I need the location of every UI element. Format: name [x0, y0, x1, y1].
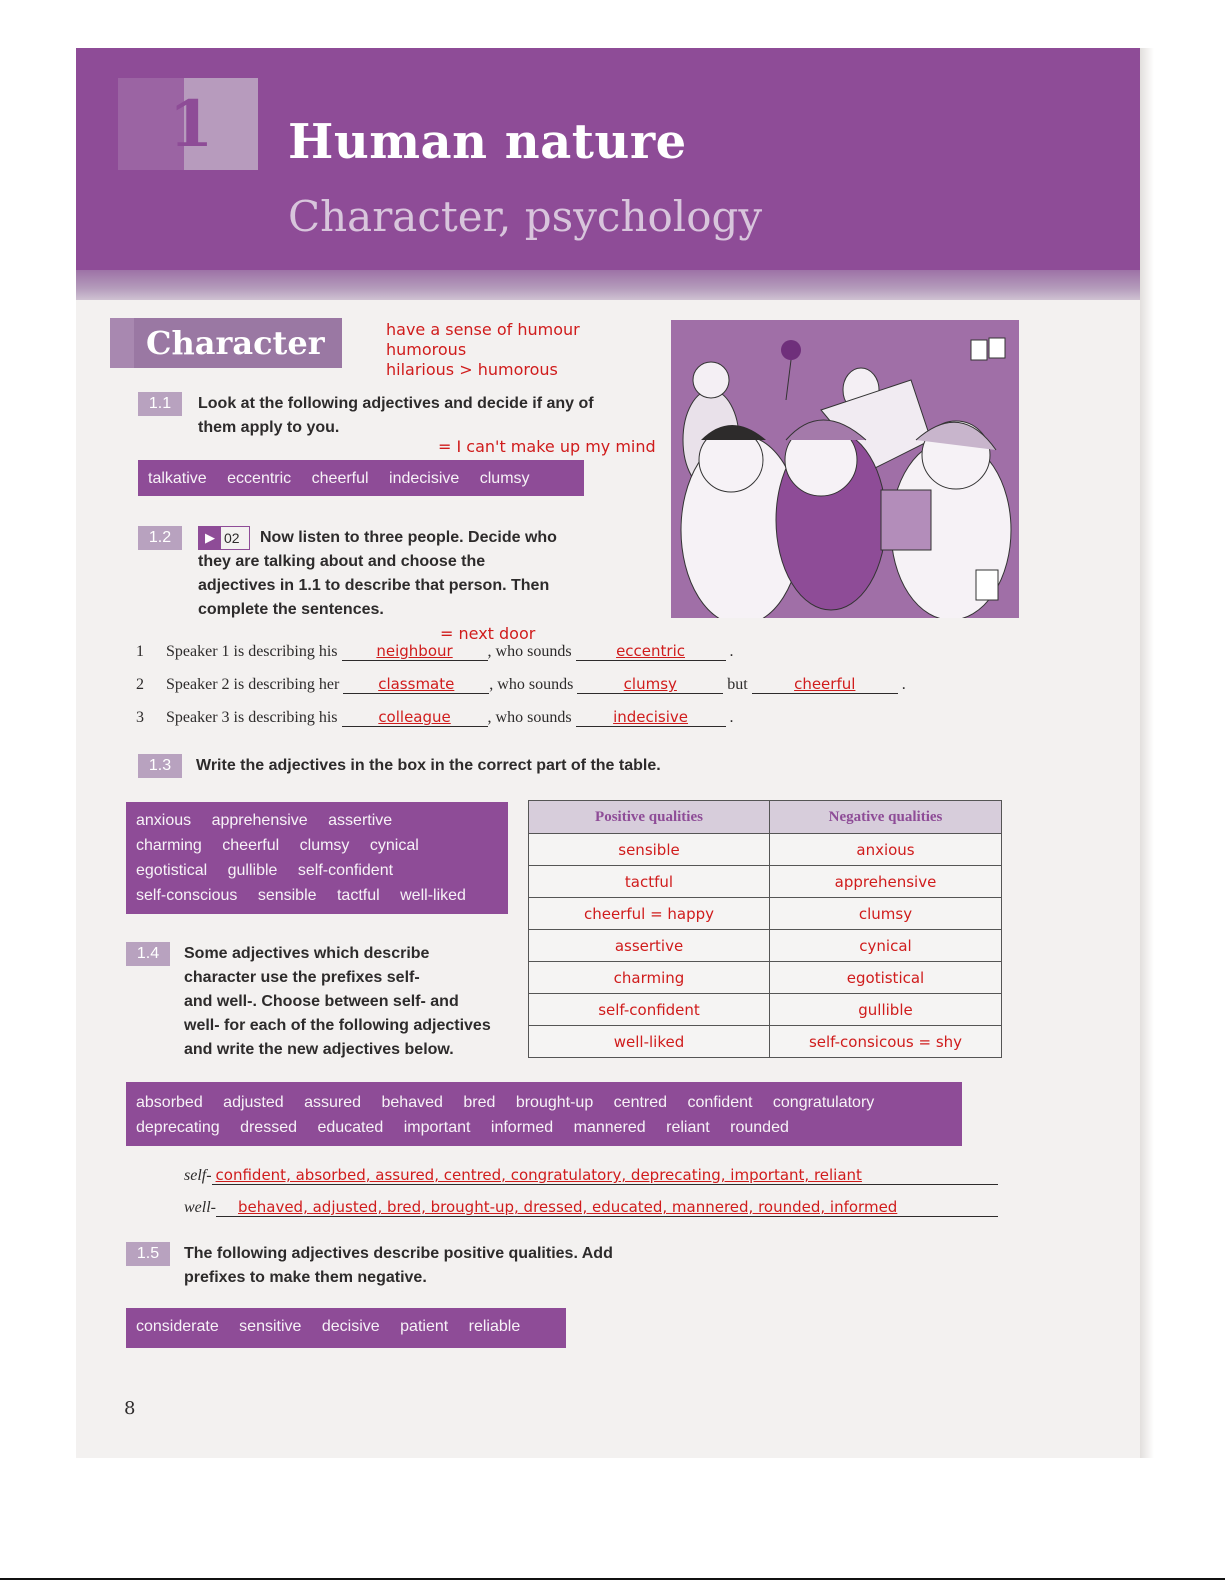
table-cell[interactable]: anxious [770, 834, 1002, 866]
word-item: self-conscious [136, 887, 238, 904]
sentence-2 [136, 675, 906, 694]
word-item: mannered [573, 1119, 646, 1136]
banner-strip [76, 270, 1140, 300]
word-item: clumsy [479, 470, 530, 487]
word-item: rounded [730, 1119, 789, 1136]
table-cell[interactable]: cynical [770, 930, 1002, 962]
word-item: apprehensive [211, 812, 308, 829]
table-cell[interactable]: sensible [529, 834, 770, 866]
word-line [136, 883, 498, 908]
annotation-humour-1: have a sense of humour [386, 320, 580, 339]
column-header-negative: Negative qualities [770, 801, 1002, 834]
party-illustration [671, 320, 1019, 618]
word-line [136, 1090, 952, 1115]
well-prefix-label: well- [184, 1199, 216, 1216]
exercise-1-3-instruction: Write the adjectives in the box in the correct part of the table. [196, 757, 661, 774]
word-item: decisive [321, 1318, 380, 1335]
sentence-text: Speaker 3 is describing his [166, 709, 338, 726]
instruction-line: and write the new adjectives below. [184, 1041, 454, 1058]
word-item: brought-up [515, 1094, 594, 1111]
table-cell[interactable]: apprehensive [770, 866, 1002, 898]
word-item: confident [687, 1094, 753, 1111]
word-line [136, 808, 498, 833]
word-item: behaved [381, 1094, 443, 1111]
section-heading [134, 318, 342, 368]
annotation-neighbour: = next door [440, 624, 536, 643]
word-item: congratulatory [772, 1094, 875, 1111]
table-header-row [529, 801, 1002, 834]
word-item: well-liked [400, 887, 466, 904]
table-row [529, 962, 1002, 994]
exercise-1-2-instruction: Now listen to three people. Decide who they are talking about and choose the adjectives in 1.1 to describe that person. Then complete the sentences. [198, 529, 557, 618]
word-item: centred [613, 1094, 668, 1111]
instruction-line: and well-. Choose between self- and [184, 993, 459, 1010]
sentence-number: 2 [136, 676, 144, 693]
sentence-end: . [901, 676, 906, 693]
table-cell[interactable]: assertive [529, 930, 770, 962]
word-item: gullible [227, 862, 278, 879]
word-box-1-3 [126, 802, 508, 914]
word-item: sensible [257, 887, 317, 904]
word-item: cheerful [311, 470, 369, 487]
answer-blank[interactable]: colleague [342, 708, 488, 727]
table-cell[interactable]: charming [529, 962, 770, 994]
word-line [136, 833, 498, 858]
exercise-tag-1-4: 1.4 [126, 942, 170, 966]
qualities-table [528, 800, 1002, 1058]
sentence-number: 1 [136, 643, 144, 660]
annotation-indecisive: = I can't make up my mind [438, 437, 656, 456]
answer-blank[interactable]: indecisive [576, 708, 726, 727]
answer-blank[interactable]: eccentric [576, 642, 726, 661]
word-item: assertive [328, 812, 393, 829]
page-number: 8 [124, 1398, 136, 1419]
section-title: Character [146, 324, 325, 362]
sentence-text: , who sounds [489, 676, 574, 693]
annotation-humour-3: hilarious > humorous [386, 360, 558, 379]
unit-number: 1 [168, 86, 214, 162]
sentence-text: , who sounds [487, 709, 572, 726]
exercise-1-5-instruction: The following adjectives describe positive qualities. Add prefixes to make them negative. [184, 1245, 613, 1286]
track-number: 02 [224, 530, 240, 546]
table-cell[interactable]: cheerful = happy [529, 898, 770, 930]
instruction-line: Some adjectives which describe [184, 945, 430, 962]
word-item: educated [317, 1119, 384, 1136]
word-box-1-4 [126, 1082, 962, 1146]
word-item: cheerful [222, 837, 280, 854]
word-item: reliant [666, 1119, 710, 1136]
table-row [529, 834, 1002, 866]
exercise-tag-1-3: 1.3 [138, 754, 182, 778]
sentence-text: Speaker 2 is describing her [166, 676, 340, 693]
word-item: charming [136, 837, 202, 854]
word-box-1-1 [138, 460, 584, 496]
sentence-3 [136, 708, 734, 727]
answer-blank[interactable]: cheerful [752, 675, 898, 694]
word-item: anxious [136, 812, 192, 829]
word-item: egotistical [136, 862, 208, 879]
table-row [529, 866, 1002, 898]
word-item: reliable [468, 1318, 521, 1335]
answer-blank[interactable]: clumsy [577, 675, 723, 694]
word-item: cynical [369, 837, 419, 854]
exercise-1-4-instruction [184, 942, 524, 1062]
footer-rule [0, 1578, 1225, 1580]
word-item: informed [490, 1119, 554, 1136]
exercise-1-1-instruction: Look at the following adjectives and decide if any of them apply to you. [198, 395, 594, 436]
exercise-tag-1-1: 1.1 [138, 392, 182, 416]
word-box-1-5 [126, 1308, 566, 1348]
table-row [529, 1026, 1002, 1058]
word-item: deprecating [136, 1119, 220, 1136]
sentence-end: . [729, 709, 734, 726]
annotation-humour-2: humorous [386, 340, 467, 359]
word-item: considerate [136, 1318, 219, 1335]
word-item: important [403, 1119, 471, 1136]
self-prefix-label: self- [184, 1167, 212, 1184]
table-cell[interactable]: gullible [770, 994, 1002, 1026]
table-row [529, 898, 1002, 930]
page-edge-shadow [1140, 48, 1154, 1458]
table-cell[interactable]: egotistical [770, 962, 1002, 994]
table-cell[interactable]: well-liked [529, 1026, 770, 1058]
word-item: eccentric [227, 470, 292, 487]
table-cell[interactable]: self-confident [529, 994, 770, 1026]
word-line [136, 1115, 952, 1140]
word-item: adjusted [223, 1094, 284, 1111]
word-item: clumsy [299, 837, 350, 854]
word-item: self-confident [297, 862, 394, 879]
play-icon: ▶ [199, 527, 221, 549]
sentence-text: , who sounds [487, 643, 572, 660]
unit-number-box [168, 78, 258, 170]
table-row [529, 930, 1002, 962]
unit-subtitle: Character, psychology [288, 192, 763, 241]
word-item: bred [463, 1094, 496, 1111]
well-prefix-line [184, 1198, 998, 1217]
well-answer-field[interactable]: behaved, adjusted, bred, brought-up, dressed, educated, mannered, rounded, informed [216, 1198, 998, 1217]
sentence-text: Speaker 1 is describing his [166, 643, 338, 660]
word-item: dressed [240, 1119, 297, 1136]
word-line [136, 858, 498, 883]
word-item: patient [400, 1318, 449, 1335]
exercise-tag-1-2: 1.2 [138, 526, 182, 550]
table-cell[interactable]: tactful [529, 866, 770, 898]
sentence-1 [136, 642, 734, 661]
table-cell[interactable]: clumsy [770, 898, 1002, 930]
word-item: assured [304, 1094, 362, 1111]
column-header-positive: Positive qualities [529, 801, 770, 834]
textbook-page [76, 48, 1140, 1458]
sentence-number: 3 [136, 709, 144, 726]
instruction-line: character use the prefixes self- [184, 969, 420, 986]
word-item: sensitive [239, 1318, 302, 1335]
word-item: absorbed [136, 1094, 203, 1111]
answer-blank[interactable]: classmate [343, 675, 489, 694]
exercise-tag-1-5: 1.5 [126, 1242, 170, 1266]
word-item: tactful [336, 887, 380, 904]
instruction-line: well- for each of the following adjectives [184, 1017, 491, 1034]
sentence-end: . [729, 643, 734, 660]
answer-blank[interactable]: neighbour [342, 642, 488, 661]
table-cell[interactable]: self-consicous = shy [770, 1026, 1002, 1058]
word-item: talkative [148, 470, 207, 487]
self-prefix-line [184, 1166, 998, 1185]
sentence-but: but [727, 676, 748, 693]
unit-title: Human nature [288, 114, 687, 170]
word-item: indecisive [389, 470, 460, 487]
table-row [529, 994, 1002, 1026]
self-answer-field[interactable]: confident, absorbed, assured, centred, congratulatory, deprecating, important, reliant [212, 1166, 998, 1185]
